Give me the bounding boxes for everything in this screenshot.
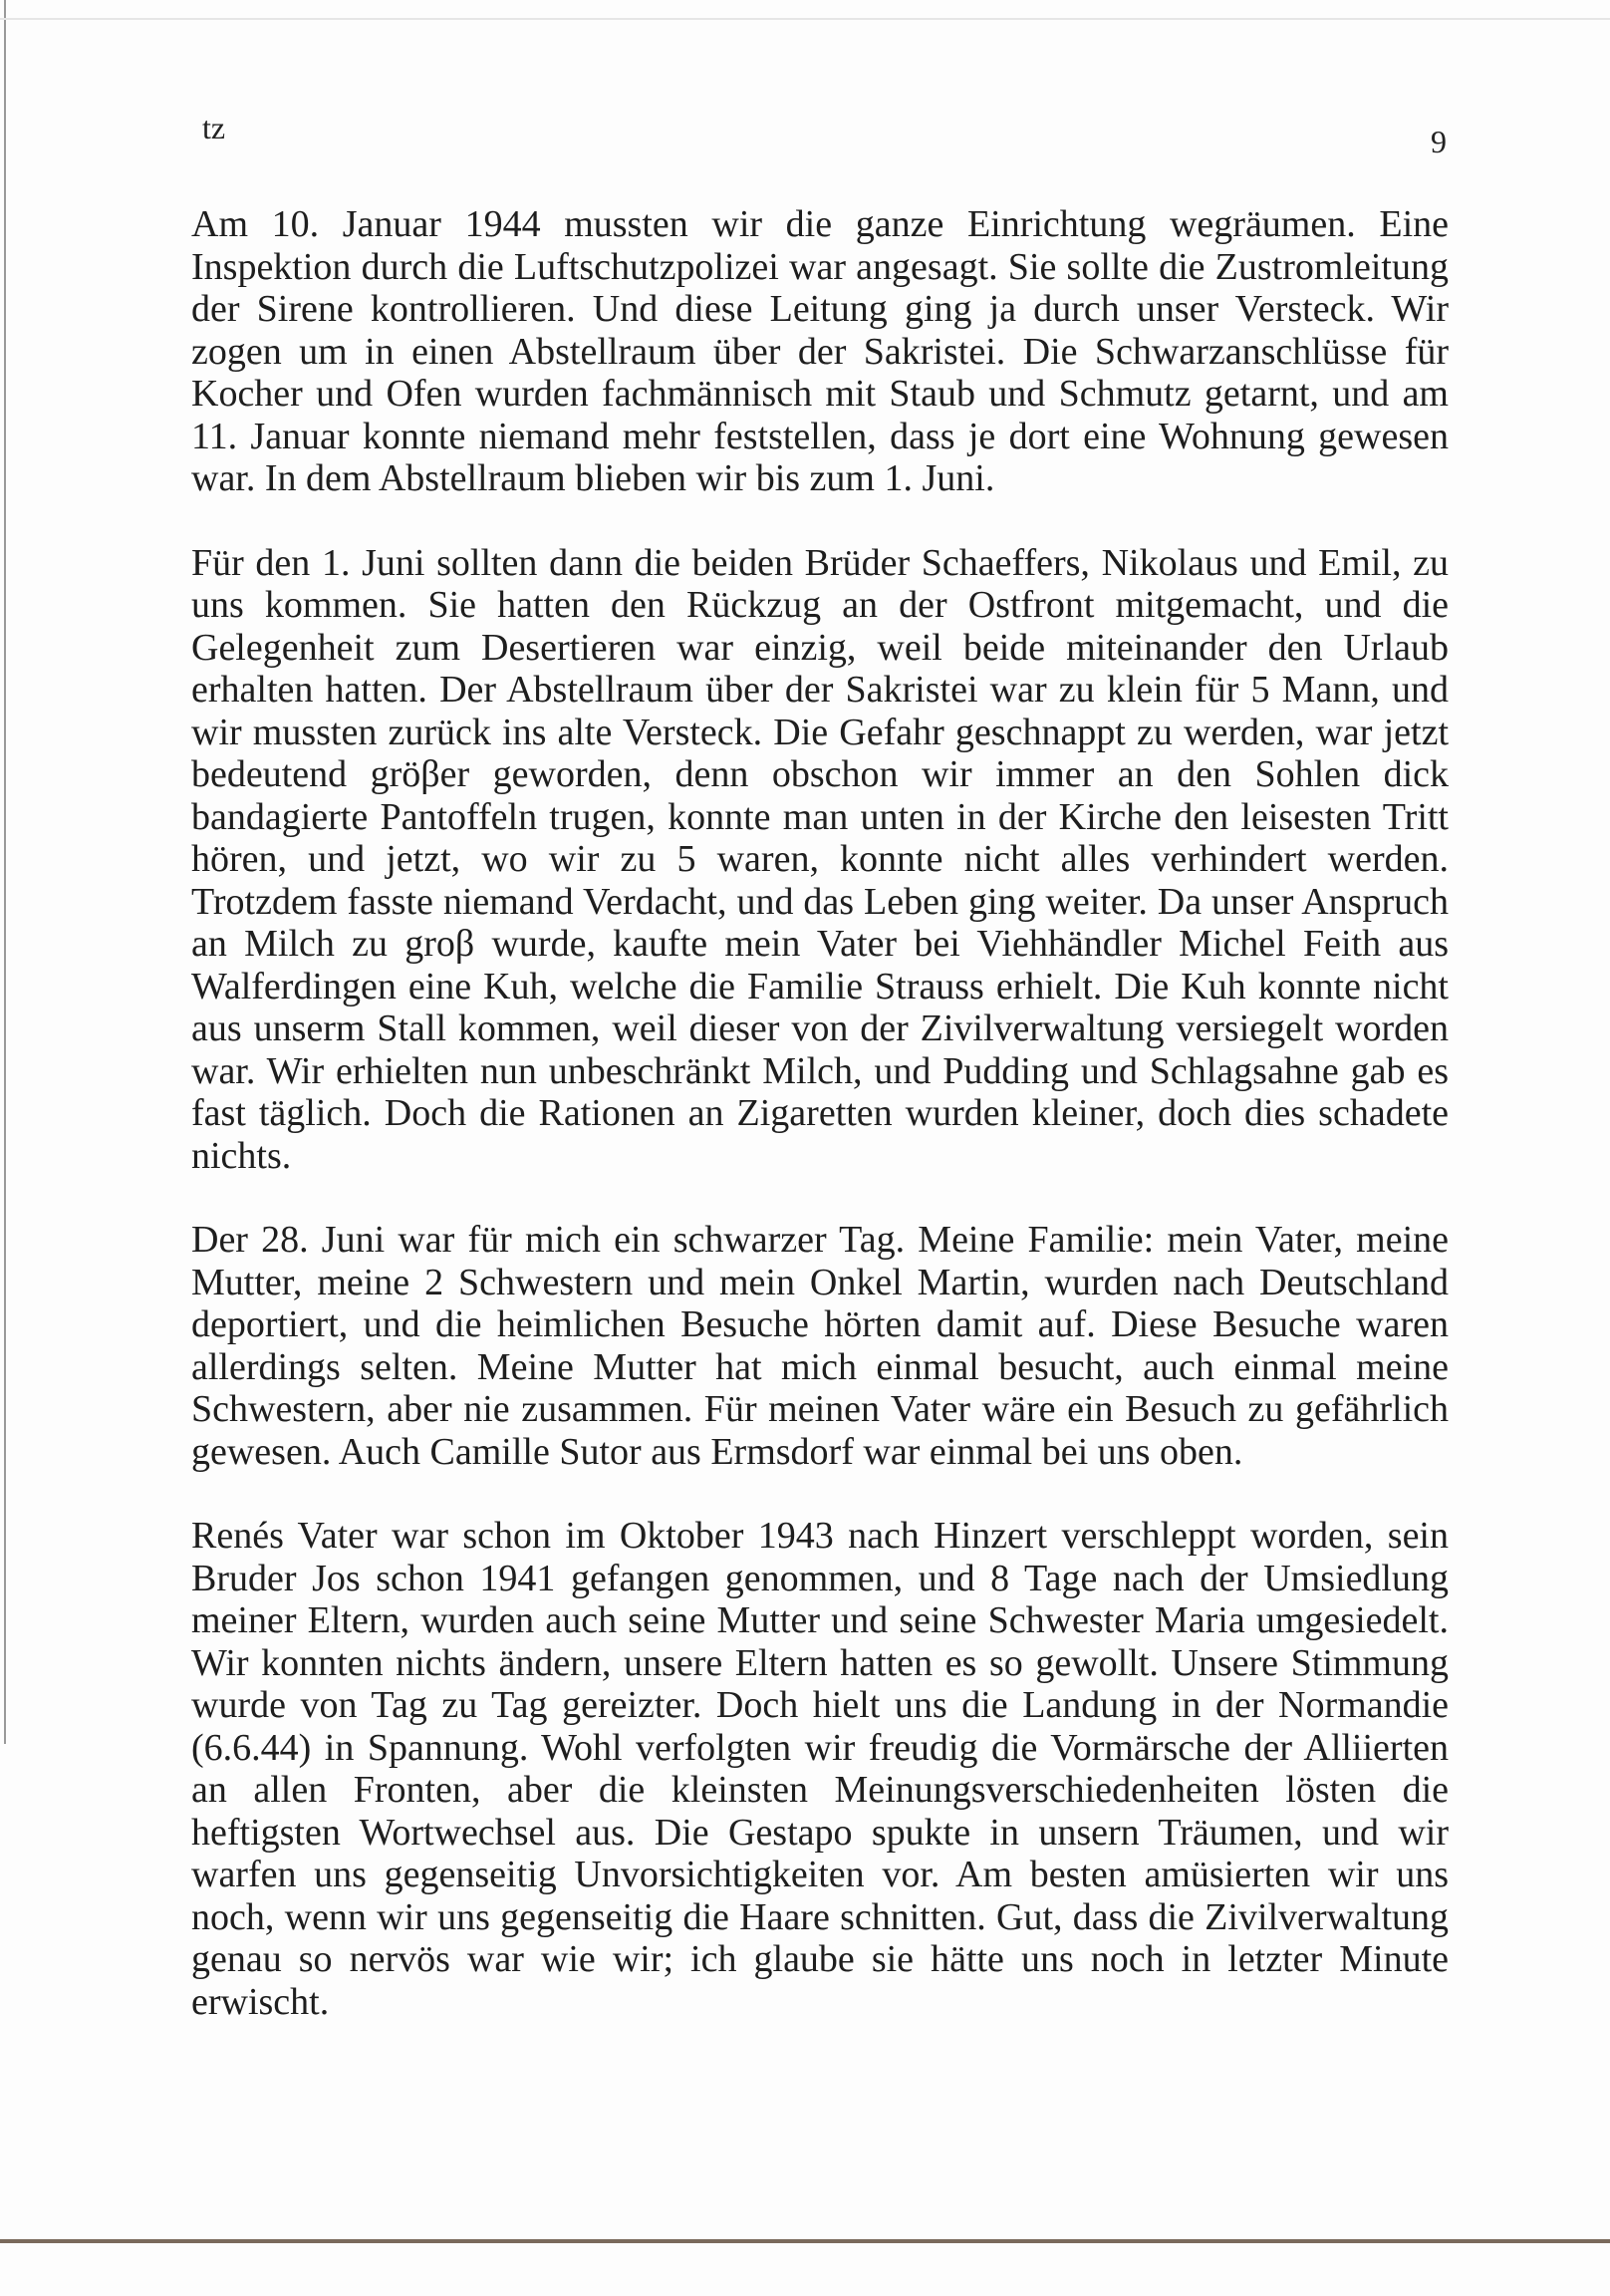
paragraph-1: Am 10. Januar 1944 mussten wir die ganze Einrichtung wegräumen. Eine Inspektion durch die Luftschutzpolizei war angesagt. Sie sollte die Zustromleitung der Sirene kontrollieren. Und diese Leitung ging ja durch unser Versteck. Wir zogen um in einen Abstellraum über der Sakristei. Die Schwarzanschlüsse für Kocher und Ofen wurden fachmännisch mit Staub und Schmutz getarnt, und am 11. Januar konnte niemand mehr feststellen, dass je dort eine Wohnung gewesen war. In dem Abstellraum blieben wir bis zum 1. Juni. — [191, 203, 1449, 499]
scan-left-edge — [4, 0, 6, 1744]
paragraph-2: Für den 1. Juni sollten dann die beiden Brüder Schaeffers, Nikolaus und Emil, zu uns kommen. Sie hatten den Rückzug an der Ostfront mitgemacht, und die Gelegenheit zum Desertieren war einzig, weil beide miteinander den Urlaub erhalten hatten. Der Abstellraum über der Sakristei war zu klein für 5 Mann, und wir mussten zurück ins alte Versteck. Die Gefahr geschnappt zu werden, war jetzt bedeutend gröβer geworden, denn obschon wir immer an den Sohlen dick bandagierte Pantoffeln trugen, konnte man unten in der Kirche den leisesten Tritt hören, und jetzt, wo wir zu 5 waren, konnte nicht alles verhindert werden. Trotzdem fasste niemand Verdacht, und das Leben ging weiter. Da unser Anspruch an Milch zu groβ wurde, kaufte mein Vater bei Viehhändler Michel Feith aus Walferdingen eine Kuh, welche die Familie Strauss erhielt. Die Kuh konnte nicht aus unserm Stall kommen, weil dieser von der Zivilverwaltung versiegelt worden war. Wir erhielten nun unbeschränkt Milch, und Pudding und Schlagsahne gab es fast täglich. Doch die Rationen an Zigaretten wurden kleiner, doch dies schadete nichts. — [191, 541, 1449, 1177]
paragraph-4: Renés Vater war schon im Oktober 1943 nach Hinzert verschleppt worden, sein Bruder Jos schon 1941 gefangen genommen, und 8 Tage nach der Umsiedlung meiner Eltern, wurden auch seine Mutter und seine Schwester Maria umgesiedelt. Wir konnten nichts ändern, unsere Eltern hatten es so gewollt. Unsere Stimmung wurde von Tag zu Tag gereizter. Doch hielt uns die Landung in der Normandie (6.6.44) in Spannung. Wohl verfolgten wir freudig die Vormärsche der Alliierten an allen Fronten, aber die kleinsten Meinungsverschiedenheiten lösten die heftigsten Wortwechsel aus. Die Gestapo spukte in unsern Träumen, und wir warfen uns gegenseitig Unvorsichtigkeiten vor. Am besten amüsierten wir uns noch, wenn wir uns gegenseitig die Haare schnitten. Gut, dass die Zivilverwaltung genau so nervös war wie wir; ich glaube sie hätte uns noch in letzter Minute erwischt. — [191, 1515, 1449, 2023]
page-number: 9 — [1431, 124, 1447, 159]
scan-bottom-rule — [0, 2239, 1610, 2243]
paragraph-3: Der 28. Juni war für mich ein schwarzer Tag. Meine Familie: mein Vater, meine Mutter, meine 2 Schwestern und mein Onkel Martin, wurden nach Deutschland deportiert, und die heimlichen Besuche hörten damit auf. Diese Besuche waren allerdings selten. Meine Mutter hat mich einmal besucht, auch einmal meine Schwestern, aber nie zusammen. Für meinen Vater wäre ein Besuch zu gefährlich gewesen. Auch Camille Sutor aus Ermsdorf war einmal bei uns oben. — [191, 1219, 1449, 1473]
body-text — [191, 203, 1449, 2065]
header-initials: tz — [202, 110, 226, 145]
scan-top-edge — [0, 18, 1610, 20]
